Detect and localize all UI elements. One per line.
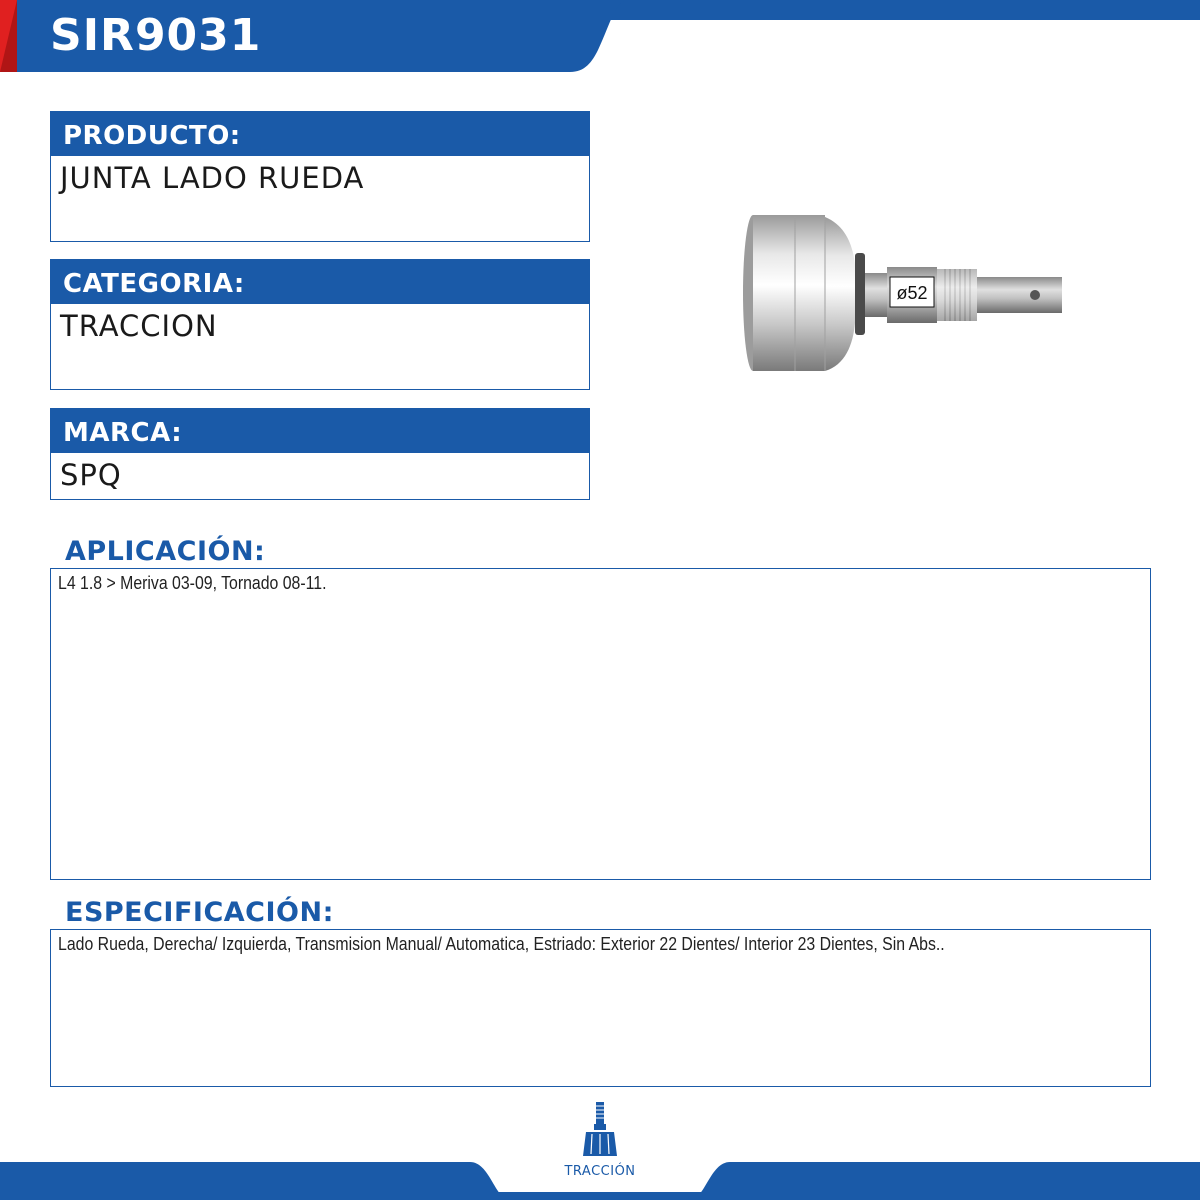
diameter-label: ø52 [896,283,928,303]
category-value: TRACCION [60,309,218,343]
specification-title: ESPECIFICACIÓN: [65,897,334,928]
product-image [735,205,1075,385]
footer-category-label: TRACCIÓN [564,1164,636,1179]
part-code-title: SIR9031 [50,10,262,61]
category-label: CATEGORIA: [51,260,589,304]
brand-value: SPQ [60,458,122,492]
specification-text: Lado Rueda, Derecha/ Izquierda, Transmision Manual/ Automatica, Estriado: Exterior 22 Dientes/ Interior 23 Dientes, Sin Abs.. [58,934,945,954]
application-title: APLICACIÓN: [65,536,266,567]
application-box [50,568,1151,880]
product-box [50,111,590,242]
brand-label: MARCA: [51,409,589,453]
cv-joint-icon [580,1100,620,1160]
specification-box [50,929,1151,1087]
category-box [50,259,590,390]
product-value: JUNTA LADO RUEDA [60,161,365,195]
product-label: PRODUCTO: [51,112,589,156]
application-text: L4 1.8 > Meriva 03-09, Tornado 08-11. [58,573,327,593]
brand-box [50,408,590,500]
